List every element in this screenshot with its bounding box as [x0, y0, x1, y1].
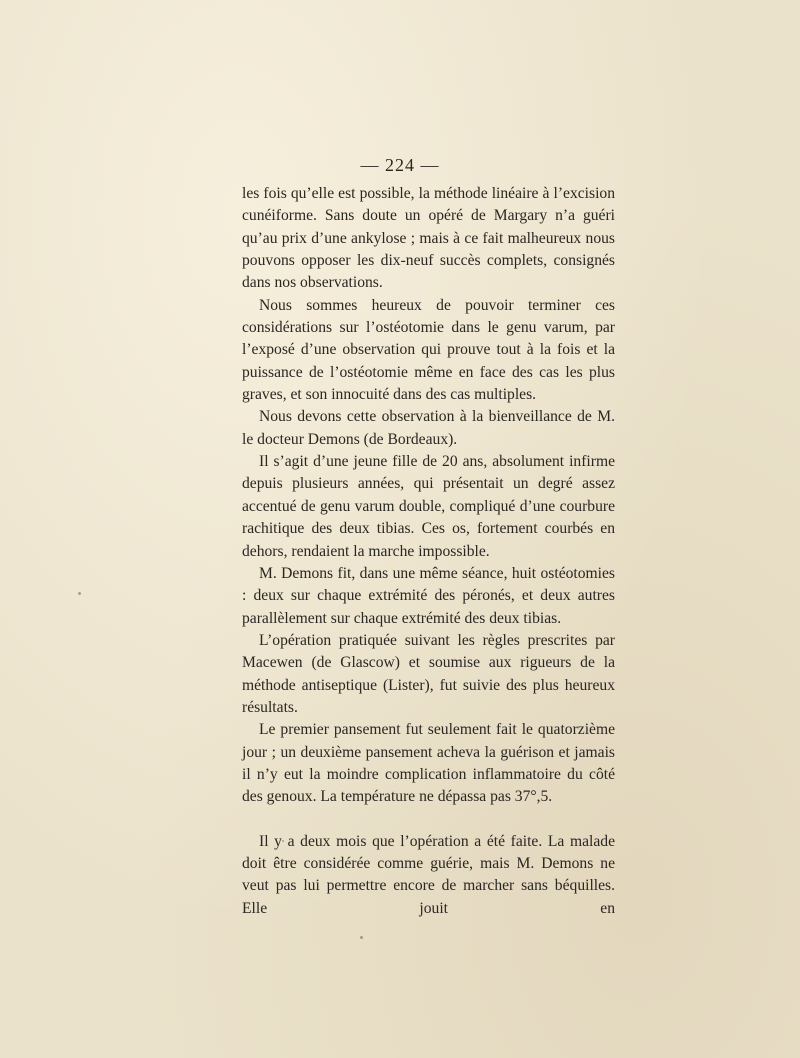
body-text [242, 183, 615, 920]
paper-speck [360, 936, 363, 939]
paragraph: Il y a deux mois que l’opération a été faite. La malade doit être considérée comme guérie, mais M. Demons ne veut pas lui permettre encore de marcher sans béquilles. Elle jouit en [242, 832, 615, 917]
paragraph: Le premier pansement fut seulement fait le quatorzième jour ; un deuxième pansement acheva la guérison et jamais il n’y eut la moindre complication inflammatoire du côté des genoux. La température ne dépassa pas 37°,5. [242, 721, 615, 806]
paper-speck [78, 592, 81, 595]
paragraph: Nous sommes heureux de pouvoir terminer ces considérations sur l’ostéotomie dans le genu varum, par l’exposé d’une observation qui prouve tout à la fois et la puissance de l’ostéotomie même en face des cas les plus graves, et son innocuité dans des cas multiples. [242, 296, 615, 404]
paragraph: Nous devons cette observation à la bienveillance de M. le docteur Demons (de Bordeaux). [242, 408, 615, 448]
page-number: — 224 — [360, 155, 440, 175]
paragraph-gap [242, 809, 615, 831]
paragraph: les fois qu’elle est possible, la méthode linéaire à l’excision cunéiforme. Sans doute un opéré de Margary n’a guéri qu’au prix d’une ankylose ; mais à ce fait malheureux nous pouvons opposer les dix-neuf succès complets, consignés dans nos observations. [242, 185, 615, 292]
paragraph: L’opération pratiquée suivant les règles prescrites par Macewen (de Glascow) et soumise aux rigueurs de la méthode antiseptique (Lister), fut suivie des plus heureux résultats. [242, 631, 615, 716]
paragraph: Il s’agit d’une jeune fille de 20 ans, absolument infirme depuis plusieurs années, qui présentait un degré assez accentué de genu varum double, compliqué d’une courbure rachitique des deux tibias. Ces os, fortement courbés en dehors, rendaient la marche impossible. [242, 453, 615, 560]
paragraph: M. Demons fit, dans une même séance, huit ostéotomies : deux sur chaque extrémité des péronés, et deux autres parallèlement sur chaque extrémité des deux tibias. [242, 564, 615, 627]
